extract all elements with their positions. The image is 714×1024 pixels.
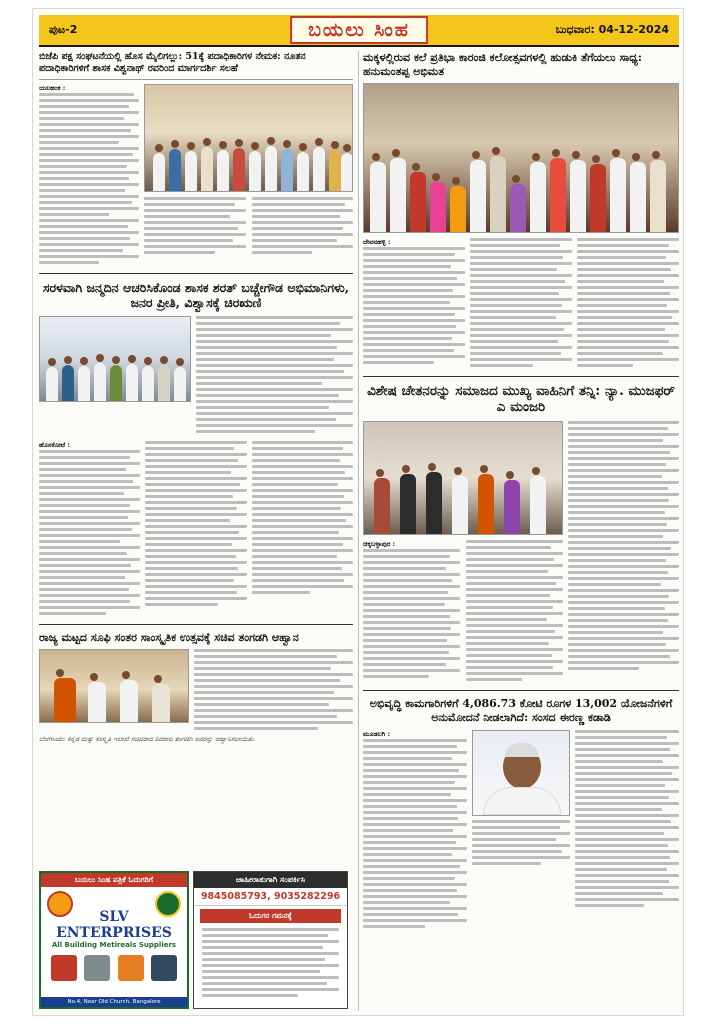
article-body	[194, 649, 353, 733]
article-headline: ಸರಳವಾಗಿ ಜನ್ಮದಿನ ಆಚರಿಸಿಕೊಂಡ ಶಾಸಕ ಶರತ್ ಬಚ್ಚೇಗೌಡ ಅಭಿಮಾನಿಗಳು, ಜನರ ಪ್ರೀತಿ, ವಿಶ್ವಾಸಕ್ಕೆ ಚಿರಋಣಿ	[42, 279, 350, 311]
article-body	[575, 730, 679, 931]
cement-icon	[84, 955, 110, 981]
article-byline: ಮೂಡಲಗಿ :	[363, 729, 391, 738]
section-divider	[363, 690, 679, 691]
article-body	[39, 441, 140, 618]
left-column	[39, 51, 353, 744]
article-headline: ಮಕ್ಕಳಲ್ಲಿರುವ ಕಲೆ ಪ್ರತಿಭಾ ಕಾರಂಜಿ ಕಲೋತ್ಸವಗಳಲ್ಲಿ ಹುಡುಕಿ ತೆಗೆಯಲು ಸಾಧ್ಯ: ಹನುಮಂತಪ್ಪ ಅಭಿಮತ	[363, 51, 642, 78]
article-body	[577, 238, 679, 370]
article-byline: ದೇವನಹಳ್ಳಿ :	[363, 237, 391, 246]
cake-cutting-photo	[39, 316, 191, 402]
article-body	[470, 238, 572, 370]
article-headline: ಅಭಿವೃದ್ಧಿ ಕಾಮಗಾರಿಗಳಿಗೆ 4,086.73 ಕೋಟಿ ರೂಗಳ 13,002 ಯೋಜನೆಗಳಿಗೆ ಅನುಮೋದನೆ ನೀಡಲಾಗಿದೆ: ಸಂಸದ ಈರಣ್ಣ ಕಡಾಡಿ	[369, 697, 673, 724]
article-bjp	[39, 51, 353, 267]
deity-icon	[155, 891, 181, 917]
article-development-works	[363, 697, 679, 931]
readers-notice-body	[194, 926, 347, 1002]
article-pratibha-karanji	[363, 51, 679, 370]
newspaper-title: ಬಯಲು ಸಿಂಹ	[290, 16, 428, 44]
article-disabled-welfare	[363, 383, 679, 685]
article-body	[568, 421, 679, 684]
ad-product-images	[41, 949, 187, 981]
sand-icon	[118, 955, 144, 981]
article-body	[252, 441, 353, 618]
slv-enterprises-ad	[39, 871, 189, 1009]
article-body	[363, 540, 460, 684]
newspaper-page	[32, 8, 684, 1016]
article-headline: ವಿಶೇಷ ಚೇತನರನ್ನು ಸಮಾಜದ ಮುಖ್ಯ ವಾಹಿನಿಗೆ ತನ್ನಿ: ನ್ಯಾ. ಮುಜಫರ್ ಎ ಮಂಜರಿ	[367, 382, 675, 416]
divider	[39, 79, 353, 80]
ad-brand-name: SLV ENTERPRISES	[56, 909, 172, 941]
contact-heading: ಜಾಹೀರಾತುಗಾಗಿ ಸಂಪರ್ಕಿಸಿ	[194, 872, 347, 888]
ad-address: No.4, Near Old Church, Bangalore	[41, 997, 187, 1007]
article-byline: ಹೊಸಕೋಟೆ :	[39, 441, 70, 449]
ad-tagline: All Building Metireals Suppliers	[51, 941, 177, 949]
group-photo-bjp	[144, 84, 353, 192]
award-group-photo	[363, 83, 679, 233]
logo-icon	[47, 891, 73, 917]
ad-top-banner: ಬಯಲು ಸಿಂಹ ಪತ್ರಿಕೆ ಓದುಗರಿಗೆ	[41, 873, 187, 887]
article-body	[39, 93, 139, 264]
bricks-icon	[51, 955, 77, 981]
article-body	[196, 316, 353, 436]
masthead	[39, 15, 679, 47]
page-number: ಪುಟ-2	[49, 23, 78, 36]
contact-phones: 9845085793, 9035282296	[194, 888, 347, 906]
article-body	[145, 441, 246, 618]
article-body	[363, 730, 467, 931]
readers-notice-title: ಓದುಗರ ಗಮನಕ್ಕೆ	[200, 909, 341, 923]
issue-date: ಬುಧವಾರ: 04-12-2024	[555, 23, 669, 36]
article-sharath	[39, 280, 353, 618]
article-body-cont	[144, 197, 246, 257]
article-body	[466, 540, 563, 684]
lamp-lighting-photo	[363, 421, 563, 535]
advertising-contact-box	[193, 871, 348, 1009]
article-sufi	[39, 631, 353, 744]
right-column	[363, 51, 679, 931]
mp-portrait-photo	[472, 730, 570, 816]
article-headline: ರಾಜ್ಯ ಮಟ್ಟದ ಸೂಫಿ ಸಂತರ ಸಾಂಸ್ಕೃತಿಕ ಉತ್ಸವಕ್ಕೆ ಸಚಿವ ತಂಗಡಗಿ ಆಹ್ವಾನ	[39, 631, 299, 644]
article-body	[472, 820, 570, 865]
article-body	[363, 238, 465, 370]
article-headline: ಬಿಜೆಪಿ ಪಕ್ಷ ಸಂಘಟನೆಯಲ್ಲಿ ಹೊಸ ಮೈಲಿಗಲ್ಲು: 51ಕ್ಕೆ ಪದಾಧಿಕಾರಿಗಳ ನೇಮಕ: ನೂತನ ಪದಾಧಿಕಾರಿಗಳಿಗೆ ಶಾಸಕ ವಿಶ್ವನಾಥ್ ರವರಿಂದ ಮಾರ್ಗದರ್ಶಿ ಸಲಹೆ	[39, 51, 306, 74]
section-divider	[363, 376, 679, 377]
article-body-cont	[252, 197, 354, 257]
photo-caption: ಬೆಂಗಳೂರು: ಕನ್ನಡ ಮತ್ತು ಸಂಸ್ಕೃತಿ ಇಲಾಖೆ ಸಚಿವರಾದ ಶಿವರಾಜ ತಂಗಡಗಿ ಅವರನ್ನು ಆಹ್ವಾನಿಸಲಾಯಿತು.	[39, 734, 256, 743]
felicitation-photo	[39, 649, 189, 723]
section-divider	[39, 624, 353, 625]
column-divider	[358, 51, 359, 1011]
article-byline: ಚಿಕ್ಕಬಳ್ಳಾಪುರ :	[363, 540, 396, 549]
article-byline: ಯಲಹಂಕ :	[39, 83, 66, 92]
section-divider	[39, 273, 353, 274]
steel-icon	[151, 955, 177, 981]
